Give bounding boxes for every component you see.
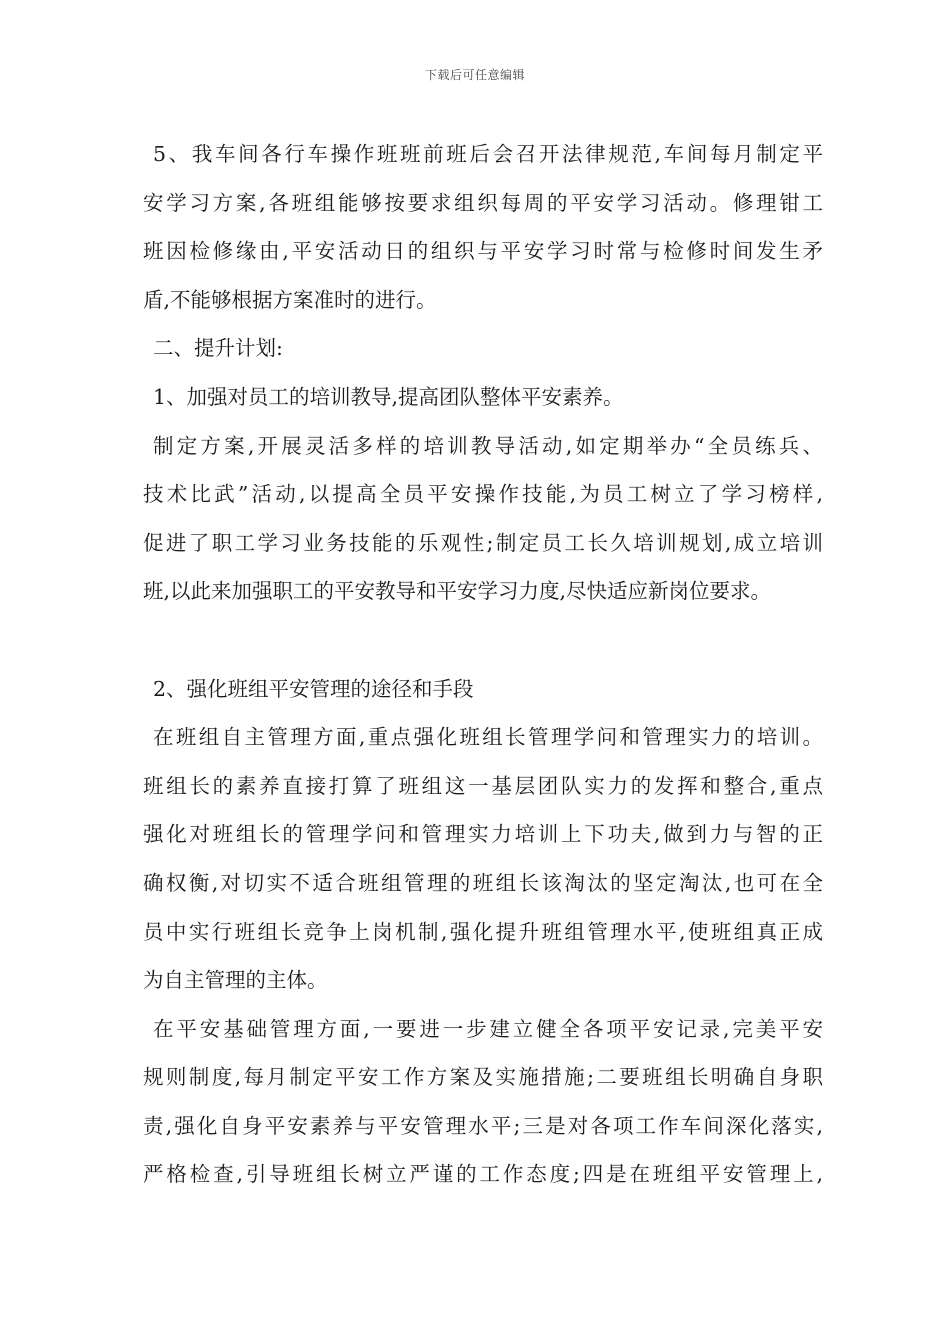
paragraph-line: 5、我车间各行车操作班班前班后会召开法律规范,车间每月制定平 [153,142,823,166]
page-header: 下载后可任意编辑 [424,68,525,82]
paragraph-line: 责,强化自身平安素养与平安管理水平;三是对各项工作车间深化落实, [143,1113,823,1138]
blank-line [143,616,823,665]
paragraph-line: 技术比武”活动,以提高全员平安操作技能,为员工树立了学习榜样, [143,482,823,507]
paragraph-line: 促进了职工学习业务技能的乐观性;制定员工长久培训规划,成立培训 [143,530,823,555]
section-heading: 二、提升计划: [153,336,283,361]
paragraph-line: 强化对班组长的管理学问和管理实力培训上下功夫,做到力与智的正 [143,822,823,847]
paragraph-line: 严格检查,引导班组长树立严谨的工作态度;四是在班组平安管理上, [143,1162,823,1187]
subsection-heading: 2、强化班组平安管理的途径和手段 [153,676,474,701]
paragraph-line: 班,以此来加强职工的平安教导和平安学习力度,尽快适应新岗位要求。 [143,579,772,604]
paragraph-line: 确权衡,对切实不适合班组管理的班组长该淘汰的坚定淘汰,也可在全 [143,870,823,895]
paragraph-line: 在班组自主管理方面,重点强化班组长管理学问和管理实力的培训。 [153,725,823,750]
paragraph-line: 制定方案,开展灵活多样的培训教导活动,如定期举办“全员练兵、 [153,433,823,458]
document-body [143,130,823,1199]
paragraph-line: 为自主管理的主体。 [143,968,328,993]
paragraph-line: 规则制度,每月制定平安工作方案及实施措施;二要班组长明确自身职 [143,1065,823,1090]
paragraph-line: 盾,不能够根据方案准时的进行。 [143,287,437,312]
paragraph-line: 班因检修缘由,平安活动日的组织与平安学习时常与检修时间发生矛 [143,239,823,264]
paragraph-line: 员中实行班组长竞争上岗机制,强化提升班组管理水平,使班组真正成 [143,919,823,944]
subsection-heading: 1、加强对员工的培训教导,提高团队整体平安素养。 [153,384,624,409]
paragraph-line: 在平安基础管理方面,一要进一步建立健全各项平安记录,完美平安 [153,1016,823,1041]
paragraph-line: 安学习方案,各班组能够按要求组织每周的平安学习活动。修理钳工 [143,190,823,215]
paragraph-line: 班组长的素养直接打算了班组这一基层团队实力的发挥和整合,重点 [143,773,823,798]
